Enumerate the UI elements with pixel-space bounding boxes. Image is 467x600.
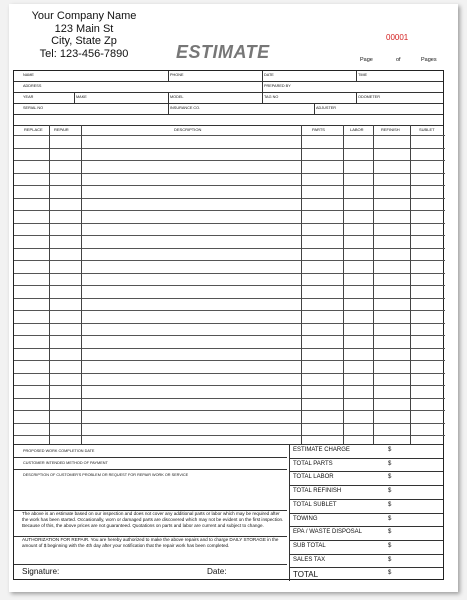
- line-item-row: [14, 285, 445, 286]
- total-row-dollar: $: [388, 515, 392, 522]
- estimate-number: 00001: [386, 33, 409, 42]
- description-column-header: DESCRIPTION: [174, 127, 202, 132]
- line-item-row: [14, 223, 445, 224]
- total-row-label: ESTIMATE CHARGE: [293, 447, 350, 453]
- grid-column-divider: [373, 125, 374, 444]
- tag-no-field-label: TAG NO: [264, 95, 279, 99]
- line-item-row: [14, 210, 445, 211]
- total-row-label: TOWING: [293, 515, 318, 522]
- total-row-divider: [289, 526, 443, 527]
- total-row-label: TOTAL REFINISH: [293, 488, 342, 495]
- total-row-divider: [289, 499, 443, 500]
- line-item-row: [14, 310, 445, 311]
- line-item-row: [14, 160, 445, 161]
- grid-column-divider: [301, 125, 302, 444]
- total-row-label: TOTAL SUBLET: [293, 501, 337, 508]
- total-row-dollar: $: [388, 529, 392, 536]
- grid-column-divider: [81, 125, 82, 444]
- company-city: City, State Zp: [51, 35, 117, 47]
- date-field-label: DATE: [264, 73, 274, 77]
- total-row-label: TOTAL LABOR: [293, 474, 334, 481]
- line-item-row: [14, 148, 445, 149]
- total-row-dollar: $: [388, 556, 392, 563]
- grid-column-divider: [410, 125, 411, 444]
- name-field-label: NAME: [23, 73, 34, 77]
- line-item-row: [14, 398, 445, 399]
- problem-description-label: DESCRIPTION OF CUSTOMER'S PROBLEM OR REQUEST FOR REPAIR WORK OR SERVICE: [23, 473, 189, 477]
- line-item-row: [14, 373, 445, 374]
- line-item-row: [14, 423, 445, 424]
- line-item-row: [14, 348, 445, 349]
- completion-date-label: PROPOSED WORK COMPLETION DATE: [23, 449, 95, 453]
- page-label: Page: [360, 57, 373, 63]
- serial-no-field-label: SERIAL NO: [23, 106, 44, 110]
- line-item-row: [14, 173, 445, 174]
- odometer-field-label: ODOMETER: [358, 95, 380, 99]
- document-title: ESTIMATE: [176, 42, 270, 62]
- time-field-label: TIME: [358, 73, 368, 77]
- company-name: Your Company Name: [31, 10, 137, 22]
- total-row-divider: [289, 458, 443, 459]
- total-row-label: EPA / WASTE DISPOSAL: [293, 529, 363, 536]
- sublet-column-header: SUBLET: [419, 127, 435, 132]
- total-row-dollar: $: [388, 501, 392, 508]
- year-field-label: YEAR: [23, 95, 34, 99]
- total-row-divider: [289, 567, 443, 568]
- line-item-row: [14, 185, 445, 186]
- refinish-column-header: REFINISH: [381, 127, 400, 132]
- total-row-dollar: $: [388, 460, 392, 467]
- line-item-row: [14, 135, 445, 136]
- total-row-dollar: $: [388, 474, 392, 481]
- line-item-row: [14, 410, 445, 411]
- payment-method-label: CUSTOMER INTENDED METHOD OF PAYMENT: [23, 461, 108, 465]
- line-item-row: [14, 360, 445, 361]
- estimate-form: [13, 70, 444, 580]
- labor-column-header: LABOR: [350, 127, 364, 132]
- address-field-label: ADDRESS: [23, 84, 42, 88]
- total-row-label: SUB TOTAL: [293, 542, 326, 549]
- total-row-divider: [289, 554, 443, 555]
- total-row-dollar: $: [388, 488, 392, 495]
- phone-field-label: PHONE: [170, 73, 184, 77]
- repair-column-header: REPAIR: [54, 127, 69, 132]
- total-row-divider: [289, 513, 443, 514]
- grid-column-divider: [343, 125, 344, 444]
- replace-column-header: REPLACE: [24, 127, 43, 132]
- company-phone: Tel: 123-456-7890: [39, 47, 129, 60]
- signature-label: Signature:: [22, 567, 60, 576]
- line-item-row: [14, 235, 445, 236]
- total-row-divider: [289, 471, 443, 472]
- estimate-disclaimer: The above is an estimate based on our inspection and does not cover any additional parts or labor which may be required after the work has been started. Occasionally, worn or damaged parts are discovered which may not be evident on the first inspection. Because of this, the above prices are not guaranteed. Quotations on parts and labor are current and subject to change.: [22, 511, 284, 528]
- line-item-row: [14, 335, 445, 336]
- total-row-label: SALES TAX: [293, 556, 326, 563]
- line-item-row: [14, 198, 445, 199]
- line-item-row: [14, 273, 445, 274]
- total-row-dollar: $: [388, 570, 392, 577]
- insurance-co-field-label: INSURANCE CO.: [170, 106, 201, 110]
- company-block: [14, 10, 154, 60]
- parts-column-header: PARTS: [312, 127, 325, 132]
- adjuster-field-label: ADJUSTER: [316, 106, 337, 110]
- grid-column-divider: [49, 125, 50, 444]
- line-item-row: [14, 248, 445, 249]
- signature-date-label: Date:: [207, 567, 227, 576]
- line-item-row: [14, 385, 445, 386]
- total-row-divider: [289, 540, 443, 541]
- model-field-label: MODEL: [170, 95, 184, 99]
- page-of-label: of: [396, 57, 401, 63]
- repair-authorization: AUTHORIZATION FOR REPAIR. You are hereby authorized to make the above repairs and to charge DAILY STORAGE in the amount of $ beginning with the 4th day after your notification that the repair work has been completed.: [22, 537, 279, 548]
- make-field-label: MAKE: [76, 95, 87, 99]
- total-row-dollar: $: [388, 542, 392, 549]
- line-item-row: [14, 298, 445, 299]
- total-row-label: TOTAL: [293, 570, 319, 580]
- prepared-by-field-label: PREPARED BY: [264, 84, 291, 88]
- line-item-row: [14, 260, 445, 261]
- line-item-row: [14, 435, 445, 436]
- total-row-divider: [289, 485, 443, 486]
- total-row-label: TOTAL PARTS: [293, 460, 333, 467]
- total-row-dollar: $: [388, 447, 392, 453]
- company-street: 123 Main St: [54, 22, 114, 35]
- line-item-row: [14, 323, 445, 324]
- pages-label: Pages: [421, 57, 437, 63]
